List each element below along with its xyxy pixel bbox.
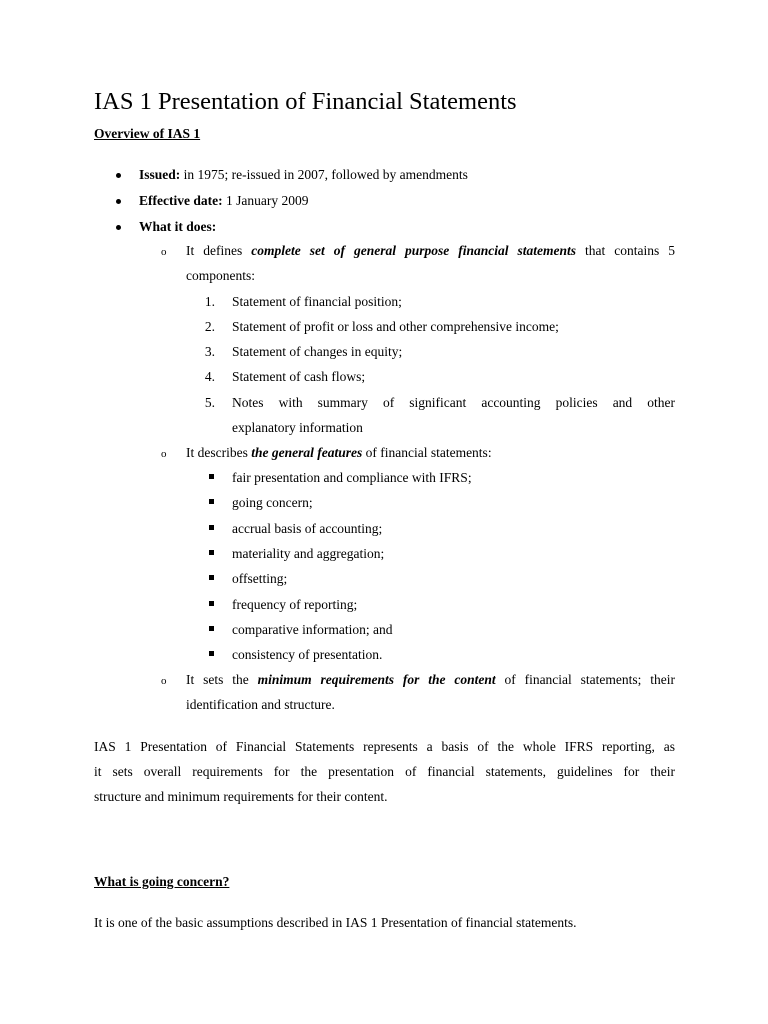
component-item: Statement of cash flows; — [232, 369, 366, 384]
component-item: Statement of financial position; — [232, 294, 402, 309]
fact-issued — [139, 166, 468, 184]
page-title: IAS 1 Presentation of Financial Statements — [94, 88, 517, 115]
square-bullet-icon — [209, 525, 214, 530]
fact-text: in 1975; re-issued in 2007, followed by amendments — [180, 167, 468, 182]
paragraph-line: IAS 1 Presentation of Financial Statements represents a basis of the whole IFRS reporting, as — [94, 739, 675, 754]
fact-label: What it does: — [139, 219, 217, 234]
component-item: Statement of changes in equity; — [232, 344, 403, 359]
describes-line — [186, 444, 492, 462]
circle-bullet-icon: o — [161, 675, 167, 687]
paragraph-line: it sets overall requirements for the presentation of financial statements, guidelines for their — [94, 764, 675, 779]
going-concern-text: It is one of the basic assumptions described in IAS 1 Presentation of financial statements. — [94, 915, 577, 930]
square-bullet-icon — [209, 601, 214, 606]
describes-pre: It describes — [186, 445, 252, 460]
bullet-icon — [116, 225, 121, 230]
sets-continuation: identification and structure. — [186, 697, 335, 712]
feature-item: frequency of reporting; — [232, 597, 358, 612]
feature-item: fair presentation and compliance with IFRS; — [232, 470, 472, 485]
defines-line — [186, 242, 675, 260]
defines-continuation: components: — [186, 268, 255, 283]
feature-item: consistency of presentation. — [232, 647, 383, 662]
sets-emphasis: minimum requirements for the content — [257, 672, 496, 687]
defines-emphasis: complete set of general purpose financial statements — [251, 243, 577, 258]
square-bullet-icon — [209, 651, 214, 656]
circle-bullet-icon: o — [161, 448, 167, 460]
fact-text: 1 January 2009 — [222, 193, 309, 208]
square-bullet-icon — [209, 499, 214, 504]
square-bullet-icon — [209, 474, 214, 479]
overview-heading: Overview of IAS 1 — [94, 126, 201, 141]
fact-effective-date — [139, 192, 308, 210]
bullet-icon — [116, 173, 121, 178]
component-item-continuation: explanatory information — [232, 420, 363, 435]
component-item: Statement of profit or loss and other comprehensive income; — [232, 319, 559, 334]
component-number: 2. — [204, 319, 215, 334]
fact-label: Effective date: — [139, 193, 223, 208]
defines-pre: It defines — [186, 243, 252, 258]
component-number: 5. — [204, 395, 215, 410]
feature-item: offsetting; — [232, 571, 288, 586]
circle-bullet-icon: o — [161, 246, 167, 258]
square-bullet-icon — [209, 626, 214, 631]
sets-line — [186, 671, 675, 689]
bullet-icon — [116, 199, 121, 204]
square-bullet-icon — [209, 550, 214, 555]
component-item: Notes with summary of significant accounting policies and other — [232, 395, 675, 410]
feature-item: accrual basis of accounting; — [232, 521, 383, 536]
describes-post: of financial statements: — [362, 445, 492, 460]
component-number: 1. — [204, 294, 215, 309]
sets-pre: It sets the — [186, 672, 258, 687]
sets-post: of financial statements; their — [495, 672, 675, 687]
component-number: 3. — [204, 344, 215, 359]
square-bullet-icon — [209, 575, 214, 580]
defines-post: that contains 5 — [576, 243, 676, 258]
fact-what-it-does — [139, 218, 216, 236]
feature-item: comparative information; and — [232, 622, 393, 637]
fact-label: Issued: — [139, 167, 181, 182]
feature-item: going concern; — [232, 495, 313, 510]
paragraph-line: structure and minimum requirements for their content. — [94, 789, 388, 804]
feature-item: materiality and aggregation; — [232, 546, 385, 561]
going-concern-heading: What is going concern? — [94, 874, 230, 889]
describes-emphasis: the general features — [251, 445, 363, 460]
component-number: 4. — [204, 369, 215, 384]
